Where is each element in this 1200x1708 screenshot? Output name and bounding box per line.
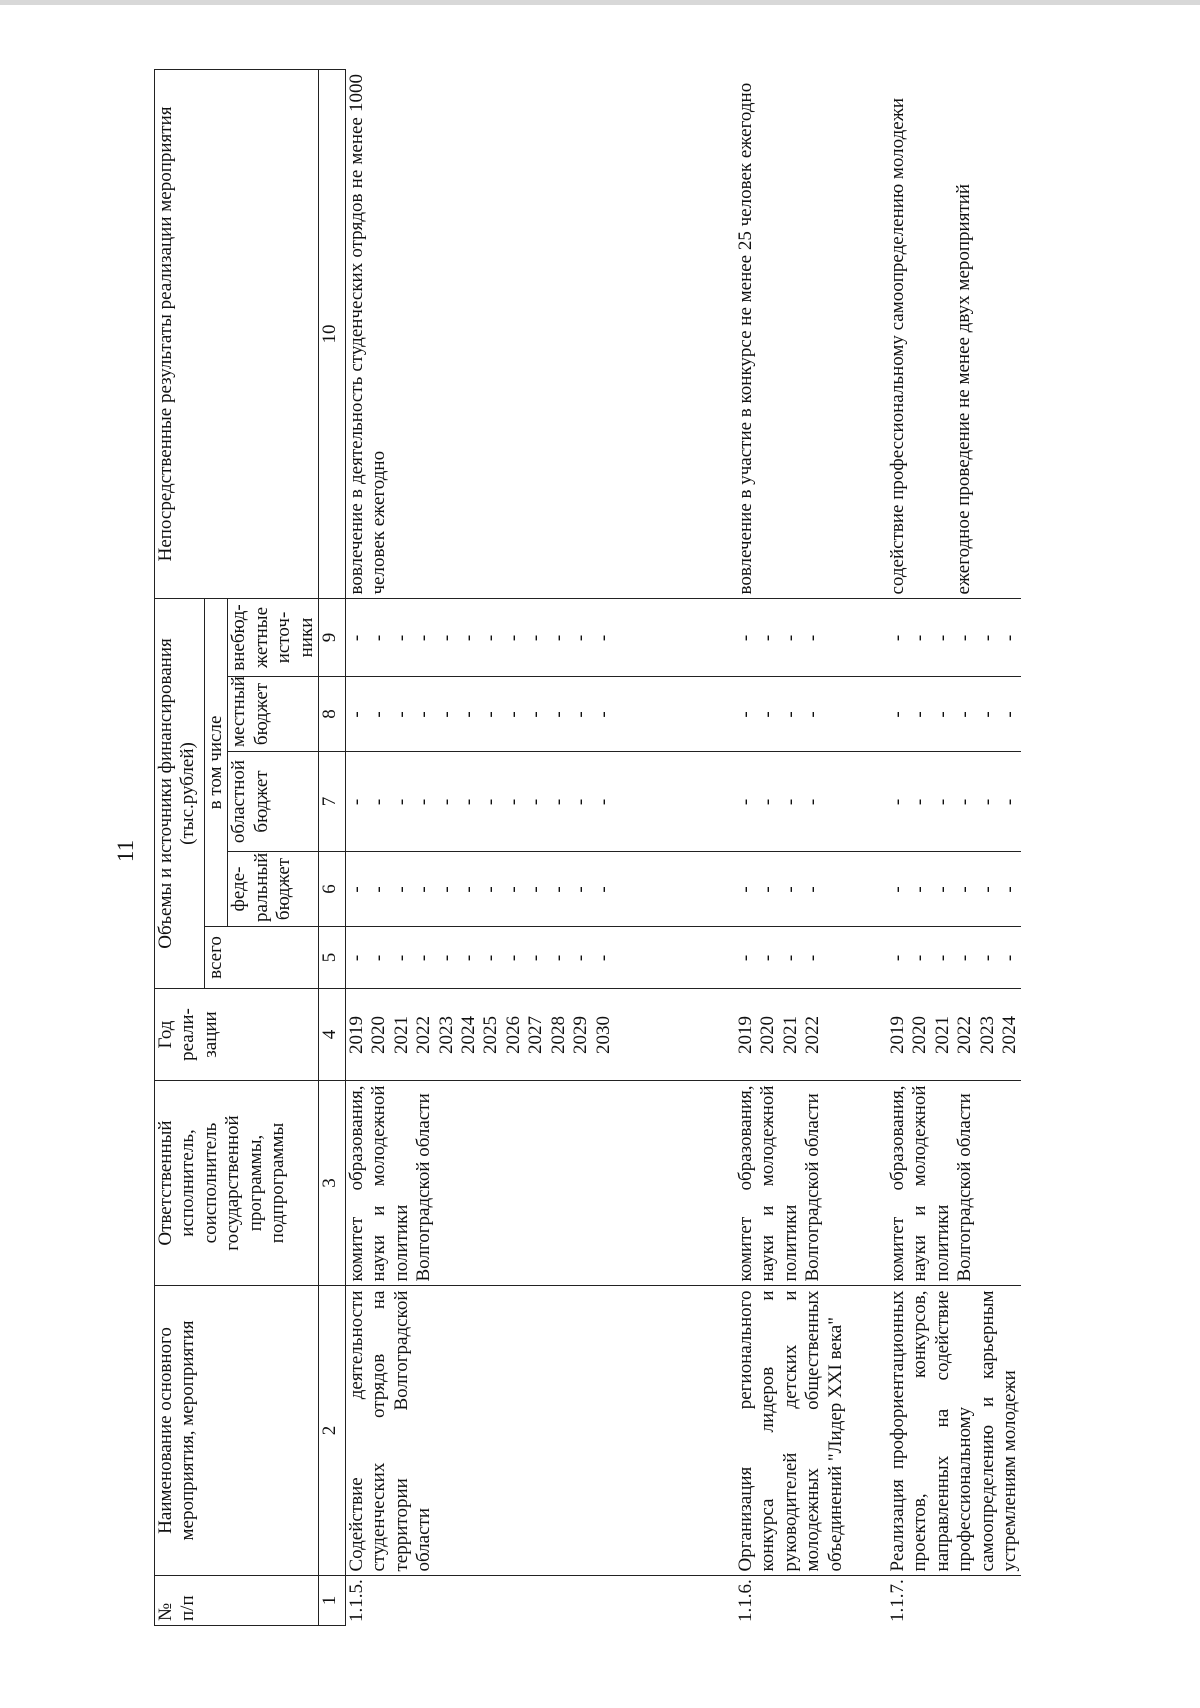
dash-value: -: [435, 954, 457, 962]
dash-value: -: [502, 886, 524, 893]
scan-edge: [0, 0, 1200, 5]
dash-value: -: [998, 798, 1020, 806]
financing-values: [346, 599, 615, 677]
dash-value: -: [592, 886, 614, 893]
row-results: [346, 70, 615, 599]
dash-value: -: [570, 886, 592, 893]
row-results: [735, 70, 847, 599]
col-number: 8: [319, 677, 346, 752]
dash-value: -: [502, 634, 524, 642]
dash-value: -: [954, 798, 976, 806]
dash-value: -: [592, 634, 614, 642]
financing-values: [346, 677, 615, 752]
dash-value: -: [502, 711, 524, 718]
dash-value: -: [734, 711, 756, 718]
dash-value: -: [502, 798, 524, 806]
header-cell-local: местный бюджет: [228, 677, 319, 752]
dash-value: -: [779, 634, 801, 642]
dash-value: -: [368, 886, 390, 893]
year-value: 2024: [998, 1016, 1020, 1054]
year-value: 2020: [757, 1016, 779, 1054]
header-cell-extrabudget: внебюд-жетные источ-ники: [228, 598, 319, 676]
year-value: 2025: [480, 1016, 502, 1054]
header-cell-executor: Ответственный исполнитель, соисполнитель государственной программы, подпрограммы: [155, 1081, 319, 1286]
dash-value: -: [592, 954, 614, 962]
dash-value: -: [802, 634, 824, 642]
financing-values: [346, 852, 615, 927]
dash-value: -: [413, 886, 435, 893]
dash-value: -: [547, 886, 569, 893]
dash-value: -: [976, 886, 998, 893]
dash-value: -: [525, 954, 547, 962]
dash-value: -: [976, 634, 998, 642]
financing-values: [887, 927, 1021, 989]
dash-value: -: [757, 954, 779, 962]
dash-value: -: [779, 886, 801, 893]
row-number: 1.1.5.: [346, 1579, 368, 1622]
financing-values: [887, 599, 1021, 677]
dash-value: -: [976, 711, 998, 718]
dash-value: -: [909, 886, 931, 893]
year-value: 2019: [886, 1016, 908, 1054]
year-value: 2022: [413, 1016, 435, 1054]
header-table: [154, 69, 346, 1626]
dash-value: -: [779, 954, 801, 962]
year-value: 2021: [779, 1016, 801, 1054]
year-value: 2029: [570, 1016, 592, 1054]
dash-value: -: [435, 798, 457, 806]
header-cell-name: Наименование основного мероприятия, мероприятия: [155, 1286, 319, 1576]
financing-values: [735, 752, 847, 852]
row-number: 1.1.6.: [734, 1579, 756, 1622]
dash-value: -: [413, 798, 435, 806]
page-number: 11: [113, 839, 138, 863]
row-name: Организация регионального конкурса лидеров и руководителей детских и молодежных общественных объединений "Лидер XXI века": [735, 1286, 847, 1576]
dash-value: -: [976, 954, 998, 962]
dash-value: -: [480, 954, 502, 962]
body-table: [346, 70, 1021, 1626]
dash-value: -: [458, 798, 480, 806]
dash-value: -: [931, 886, 953, 893]
dash-value: -: [886, 711, 908, 718]
financing-values: [887, 852, 1021, 927]
dash-value: -: [931, 954, 953, 962]
dash-value: -: [458, 634, 480, 642]
dash-value: -: [886, 634, 908, 642]
dash-value: -: [480, 634, 502, 642]
row-years: [346, 989, 615, 1081]
dash-value: -: [547, 711, 569, 718]
dash-value: -: [570, 954, 592, 962]
dash-value: -: [458, 954, 480, 962]
dash-value: -: [413, 634, 435, 642]
dash-value: -: [458, 711, 480, 718]
year-value: 2022: [802, 1016, 824, 1054]
dash-value: -: [525, 886, 547, 893]
dash-value: -: [998, 634, 1020, 642]
dash-value: -: [734, 886, 756, 893]
financing-values: [887, 677, 1021, 752]
dash-value: -: [413, 954, 435, 962]
dash-value: -: [525, 798, 547, 806]
dash-value: -: [547, 634, 569, 642]
dash-value: -: [547, 954, 569, 962]
dash-value: -: [592, 798, 614, 806]
dash-value: -: [757, 711, 779, 718]
dash-value: -: [954, 634, 976, 642]
col-number: 7: [319, 752, 346, 852]
row-executor: комитет образования, науки и молодежной политики Волгоградской области: [735, 1081, 847, 1286]
dash-value: -: [909, 954, 931, 962]
dash-value: -: [346, 634, 368, 642]
year-value: 2020: [909, 1016, 931, 1054]
year-value: 2026: [502, 1016, 524, 1054]
dash-value: -: [525, 634, 547, 642]
dash-value: -: [954, 954, 976, 962]
year-value: 2024: [458, 1016, 480, 1054]
dash-value: -: [931, 711, 953, 718]
financing-values: [735, 599, 847, 677]
dash-value: -: [368, 798, 390, 806]
dash-value: -: [390, 711, 412, 718]
row-number: 1.1.7.: [886, 1579, 908, 1622]
dash-value: -: [390, 886, 412, 893]
dash-value: -: [734, 954, 756, 962]
row-name: Реализация профориентационных проектов, конкурсов, направленных на содействие профессиональному самоопределению и карьерным устремлениям молодежи: [887, 1286, 1021, 1576]
result-text: вовлечение в участие в конкурсе не менее 25 человек ежегодно: [734, 82, 756, 595]
dash-value: -: [435, 711, 457, 718]
dash-value: -: [368, 634, 390, 642]
dash-value: -: [592, 711, 614, 718]
financing-values: [346, 752, 615, 852]
year-value: 2019: [734, 1016, 756, 1054]
year-value: 2030: [592, 1016, 614, 1054]
dash-value: -: [570, 711, 592, 718]
table-row: [887, 70, 1021, 1626]
header-cell-num: № п/п: [155, 1576, 319, 1626]
dash-value: -: [346, 711, 368, 718]
col-number: 5: [319, 927, 346, 989]
dash-value: -: [390, 634, 412, 642]
header-cell-total: всего: [205, 927, 319, 989]
financing-values: [735, 677, 847, 752]
dash-value: -: [909, 634, 931, 642]
dash-value: -: [909, 711, 931, 718]
dash-value: -: [435, 634, 457, 642]
dash-value: -: [525, 711, 547, 718]
financing-values: [735, 927, 847, 989]
header-cell-including: в том числе: [205, 598, 228, 926]
dash-value: -: [480, 798, 502, 806]
year-value: 2021: [931, 1016, 953, 1054]
dash-value: -: [346, 886, 368, 893]
dash-value: -: [976, 798, 998, 806]
dash-value: -: [346, 798, 368, 806]
row-executor: комитет образования, науки и молодежной политики Волгоградской области: [887, 1081, 1021, 1286]
row-years: [735, 989, 847, 1081]
financing-values: [887, 752, 1021, 852]
year-value: 2020: [368, 1016, 390, 1054]
dash-value: -: [368, 711, 390, 718]
dash-value: -: [954, 711, 976, 718]
dash-value: -: [480, 711, 502, 718]
year-value: 2022: [954, 1016, 976, 1054]
dash-value: -: [886, 798, 908, 806]
col-number: 10: [319, 69, 346, 598]
row-name: Содействие деятельности студенческих отрядов на территории Волгоградской области: [346, 1286, 615, 1576]
col-number: 4: [319, 989, 346, 1081]
row-executor: комитет образования, науки и молодежной политики Волгоградской области: [346, 1081, 615, 1286]
year-value: 2027: [525, 1016, 547, 1054]
dash-value: -: [734, 798, 756, 806]
col-number: 6: [319, 852, 346, 927]
table-row: [346, 70, 615, 1626]
dash-value: -: [931, 634, 953, 642]
dash-value: -: [502, 954, 524, 962]
dash-value: -: [931, 798, 953, 806]
header-cell-year: Год реали-зации: [155, 989, 319, 1081]
dash-value: -: [802, 954, 824, 962]
dash-value: -: [909, 798, 931, 806]
dash-value: -: [368, 954, 390, 962]
dash-value: -: [435, 886, 457, 893]
dash-value: -: [954, 886, 976, 893]
dash-value: -: [413, 711, 435, 718]
col-number: 1: [319, 1576, 346, 1626]
year-value: 2023: [976, 1016, 998, 1054]
column-numbers-row: [319, 69, 346, 1625]
row-results: [887, 70, 1021, 599]
year-value: 2019: [346, 1016, 368, 1054]
year-value: 2023: [435, 1016, 457, 1054]
dash-value: -: [998, 711, 1020, 718]
dash-value: -: [570, 798, 592, 806]
row-years: [887, 989, 1021, 1081]
dash-value: -: [802, 798, 824, 806]
dash-value: -: [802, 711, 824, 718]
financing-values: [346, 927, 615, 989]
dash-value: -: [390, 954, 412, 962]
dash-value: -: [346, 954, 368, 962]
dash-value: -: [757, 798, 779, 806]
header-cell-results: Непосредственные результаты реализации мероприятия: [155, 69, 319, 598]
year-value: 2028: [547, 1016, 569, 1054]
dash-value: -: [998, 954, 1020, 962]
result-text: содействие профессиональному самоопределению молодежи: [886, 98, 908, 595]
dash-value: -: [480, 886, 502, 893]
year-value: 2021: [390, 1016, 412, 1054]
dash-value: -: [779, 711, 801, 718]
rotated-table-area: [154, 70, 1064, 1626]
dash-value: -: [390, 798, 412, 806]
dash-value: -: [458, 886, 480, 893]
dash-value: -: [886, 954, 908, 962]
table-row: [735, 70, 847, 1626]
dash-value: -: [547, 798, 569, 806]
header-cell-regional: областной бюджет: [228, 752, 319, 852]
header-cell-financing: Объемы и источники финансирования (тыс.рублей): [155, 598, 205, 988]
dash-value: -: [570, 634, 592, 642]
col-number: 9: [319, 598, 346, 676]
col-number: 3: [319, 1081, 346, 1286]
dash-value: -: [802, 886, 824, 893]
dash-value: -: [998, 886, 1020, 893]
dash-value: -: [779, 798, 801, 806]
financing-values: [735, 852, 847, 927]
result-text: ежегодное проведение не менее двух мероприятий: [953, 183, 975, 595]
col-number: 2: [319, 1286, 346, 1576]
dash-value: -: [757, 634, 779, 642]
dash-value: -: [734, 634, 756, 642]
header-cell-federal: феде-ральный бюджет: [228, 852, 319, 927]
dash-value: -: [886, 886, 908, 893]
dash-value: -: [757, 886, 779, 893]
result-text: вовлечение в деятельность студенческих отрядов не менее 1000 человек ежегодно: [346, 74, 390, 595]
